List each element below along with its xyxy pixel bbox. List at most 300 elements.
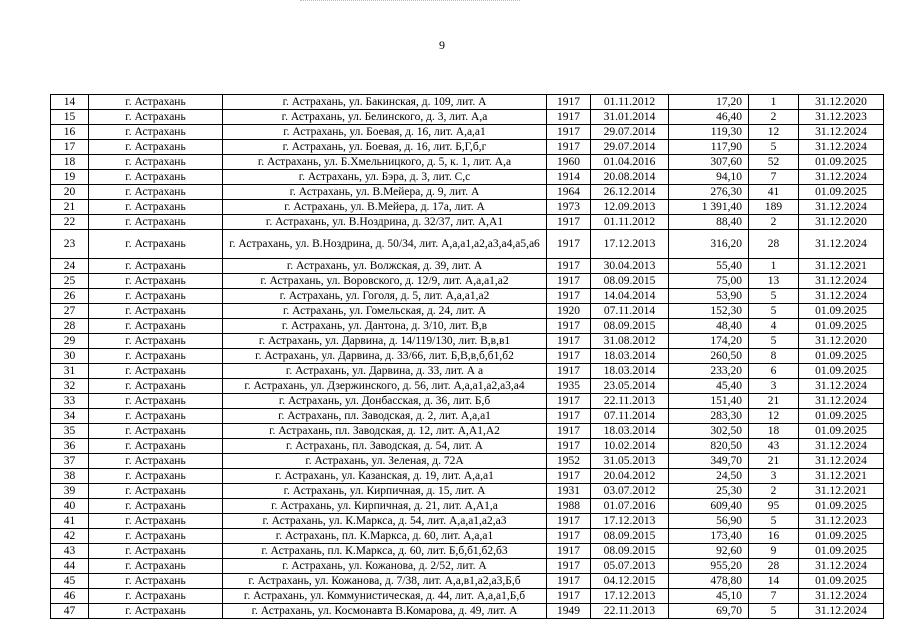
count-cell: 95 [749, 499, 799, 514]
address-cell: г. Астрахань, ул. Бакинская, д. 109, лит. А [223, 95, 547, 110]
date-cell: 31.05.2013 [591, 454, 669, 469]
count-cell: 9 [749, 544, 799, 559]
address-cell: г. Астрахань, ул. В.Ноздрина, д. 50/34, лит. А,а,а1,а2,а3,а4,а5,а6 [223, 230, 547, 259]
city-cell: г. Астрахань [89, 439, 223, 454]
date-cell: 18.03.2014 [591, 424, 669, 439]
table-row [51, 589, 884, 604]
count-cell: 5 [749, 289, 799, 304]
area-cell: 45,10 [669, 589, 749, 604]
date-cell: 31.01.2014 [591, 110, 669, 125]
address-cell: г. Астрахань, ул. Б.Хмельницкого, д. 5, к. 1, лит. А,а [223, 155, 547, 170]
count-cell: 1 [749, 95, 799, 110]
deadline-cell: 01.09.2025 [799, 155, 884, 170]
table-row [51, 394, 884, 409]
row-number-cell: 33 [51, 394, 89, 409]
table-row [51, 125, 884, 140]
address-cell: г. Астрахань, ул. Гоголя, д. 5, лит. А,а,а1,а2 [223, 289, 547, 304]
date-cell: 26.12.2014 [591, 185, 669, 200]
build-year-cell: 1973 [547, 200, 591, 215]
table-row [51, 319, 884, 334]
date-cell: 03.07.2012 [591, 484, 669, 499]
table-row [51, 469, 884, 484]
date-cell: 05.07.2013 [591, 559, 669, 574]
table-row [51, 514, 884, 529]
address-cell: г. Астрахань, ул. В.Ноздрина, д. 32/37, лит. А,А1 [223, 215, 547, 230]
deadline-cell: 31.12.2024 [799, 394, 884, 409]
row-number-cell: 21 [51, 200, 89, 215]
table-row [51, 349, 884, 364]
deadline-cell: 31.12.2020 [799, 215, 884, 230]
row-number-cell: 32 [51, 379, 89, 394]
count-cell: 28 [749, 559, 799, 574]
city-cell: г. Астрахань [89, 125, 223, 140]
area-cell: 88,40 [669, 215, 749, 230]
city-cell: г. Астрахань [89, 259, 223, 274]
build-year-cell: 1917 [547, 334, 591, 349]
area-cell: 349,70 [669, 454, 749, 469]
deadline-cell: 01.09.2025 [799, 424, 884, 439]
table-row [51, 559, 884, 574]
row-number-cell: 41 [51, 514, 89, 529]
count-cell: 28 [749, 230, 799, 259]
area-cell: 233,20 [669, 364, 749, 379]
row-number-cell: 40 [51, 499, 89, 514]
build-year-cell: 1917 [547, 230, 591, 259]
address-cell: г. Астрахань, ул. Дарвина, д. 33, лит. А а [223, 364, 547, 379]
address-cell: г. Астрахань, ул. Кожанова, д. 2/52, лит. А [223, 559, 547, 574]
count-cell: 6 [749, 364, 799, 379]
city-cell: г. Астрахань [89, 529, 223, 544]
count-cell: 41 [749, 185, 799, 200]
date-cell: 29.07.2014 [591, 140, 669, 155]
table-row [51, 574, 884, 589]
row-number-cell: 24 [51, 259, 89, 274]
build-year-cell: 1988 [547, 499, 591, 514]
count-cell: 2 [749, 215, 799, 230]
row-number-cell: 25 [51, 274, 89, 289]
date-cell: 08.09.2015 [591, 529, 669, 544]
deadline-cell: 31.12.2024 [799, 379, 884, 394]
date-cell: 22.11.2013 [591, 394, 669, 409]
table-row [51, 140, 884, 155]
build-year-cell: 1917 [547, 140, 591, 155]
date-cell: 20.04.2012 [591, 469, 669, 484]
city-cell: г. Астрахань [89, 304, 223, 319]
date-cell: 08.09.2015 [591, 319, 669, 334]
city-cell: г. Астрахань [89, 454, 223, 469]
address-cell: г. Астрахань, ул. Белинского, д. 3, лит. А,а [223, 110, 547, 125]
table-row [51, 170, 884, 185]
city-cell: г. Астрахань [89, 484, 223, 499]
city-cell: г. Астрахань [89, 170, 223, 185]
city-cell: г. Астрахань [89, 514, 223, 529]
row-number-cell: 31 [51, 364, 89, 379]
deadline-cell: 31.12.2024 [799, 604, 884, 619]
count-cell: 21 [749, 394, 799, 409]
row-number-cell: 14 [51, 95, 89, 110]
count-cell: 3 [749, 469, 799, 484]
deadline-cell: 31.12.2024 [799, 439, 884, 454]
area-cell: 55,40 [669, 259, 749, 274]
row-number-cell: 47 [51, 604, 89, 619]
table-row [51, 200, 884, 215]
area-cell: 92,60 [669, 544, 749, 559]
deadline-cell: 31.12.2020 [799, 95, 884, 110]
deadline-cell: 31.12.2024 [799, 454, 884, 469]
area-cell: 56,90 [669, 514, 749, 529]
area-cell: 307,60 [669, 155, 749, 170]
deadline-cell: 31.12.2023 [799, 514, 884, 529]
address-cell: г. Астрахань, ул. Донбасская, д. 36, лит. Б,б [223, 394, 547, 409]
table-row [51, 289, 884, 304]
table-row [51, 334, 884, 349]
deadline-cell: 31.12.2021 [799, 469, 884, 484]
area-cell: 94,10 [669, 170, 749, 185]
address-cell: г. Астрахань, ул. Боевая, д. 16, лит. Б,Г,б,г [223, 140, 547, 155]
count-cell: 5 [749, 514, 799, 529]
deadline-cell: 01.09.2025 [799, 304, 884, 319]
address-cell: г. Астрахань, ул. Коммунистическая, д. 44, лит. А,а,а1,Б,б [223, 589, 547, 604]
address-cell: г. Астрахань, ул. Кожанова, д. 7/38, лит. А,а,в1,а2,а3,Б,б [223, 574, 547, 589]
count-cell: 21 [749, 454, 799, 469]
address-cell: г. Астрахань, ул. Кирпичная, д. 15, лит. А [223, 484, 547, 499]
count-cell: 12 [749, 409, 799, 424]
city-cell: г. Астрахань [89, 559, 223, 574]
deadline-cell: 31.12.2020 [799, 334, 884, 349]
area-cell: 69,70 [669, 604, 749, 619]
date-cell: 10.02.2014 [591, 439, 669, 454]
build-year-cell: 1917 [547, 559, 591, 574]
deadline-cell: 01.09.2025 [799, 364, 884, 379]
date-cell: 31.08.2012 [591, 334, 669, 349]
count-cell: 2 [749, 110, 799, 125]
build-year-cell: 1917 [547, 469, 591, 484]
date-cell: 08.09.2015 [591, 274, 669, 289]
area-cell: 53,90 [669, 289, 749, 304]
date-cell: 18.03.2014 [591, 349, 669, 364]
date-cell: 04.12.2015 [591, 574, 669, 589]
build-year-cell: 1935 [547, 379, 591, 394]
build-year-cell: 1917 [547, 589, 591, 604]
build-year-cell: 1917 [547, 529, 591, 544]
build-year-cell: 1960 [547, 155, 591, 170]
row-number-cell: 20 [51, 185, 89, 200]
address-cell: г. Астрахань, ул. Дзержинского, д. 56, лит. А,а,а1,а2,а3,а4 [223, 379, 547, 394]
count-cell: 2 [749, 484, 799, 499]
address-cell: г. Астрахань, ул. Кирпичная, д. 21, лит. А,А1,а [223, 499, 547, 514]
build-year-cell: 1917 [547, 574, 591, 589]
city-cell: г. Астрахань [89, 319, 223, 334]
build-year-cell: 1920 [547, 304, 591, 319]
deadline-cell: 01.09.2025 [799, 499, 884, 514]
city-cell: г. Астрахань [89, 215, 223, 230]
date-cell: 23.05.2014 [591, 379, 669, 394]
count-cell: 8 [749, 349, 799, 364]
city-cell: г. Астрахань [89, 574, 223, 589]
build-year-cell: 1917 [547, 514, 591, 529]
row-number-cell: 18 [51, 155, 89, 170]
row-number-cell: 26 [51, 289, 89, 304]
deadline-cell: 31.12.2024 [799, 200, 884, 215]
city-cell: г. Астрахань [89, 95, 223, 110]
deadline-cell: 01.09.2025 [799, 185, 884, 200]
row-number-cell: 44 [51, 559, 89, 574]
city-cell: г. Астрахань [89, 349, 223, 364]
table-row [51, 379, 884, 394]
deadline-cell: 01.09.2025 [799, 319, 884, 334]
table-row [51, 185, 884, 200]
address-cell: г. Астрахань, пл. Заводская, д. 54, лит. А [223, 439, 547, 454]
date-cell: 14.04.2014 [591, 289, 669, 304]
address-cell: г. Астрахань, пл. Заводская, д. 12, лит. А,А1,А2 [223, 424, 547, 439]
address-cell: г. Астрахань, пл. Заводская, д. 2, лит. А,а,а1 [223, 409, 547, 424]
address-cell: г. Астрахань, ул. Космонавта В.Комарова, д. 49, лит. А [223, 604, 547, 619]
area-cell: 820,50 [669, 439, 749, 454]
table-row [51, 409, 884, 424]
row-number-cell: 43 [51, 544, 89, 559]
table-row [51, 110, 884, 125]
table-row [51, 230, 884, 259]
row-number-cell: 19 [51, 170, 89, 185]
date-cell: 30.04.2013 [591, 259, 669, 274]
row-number-cell: 45 [51, 574, 89, 589]
city-cell: г. Астрахань [89, 140, 223, 155]
table-row [51, 155, 884, 170]
row-number-cell: 27 [51, 304, 89, 319]
area-cell: 151,40 [669, 394, 749, 409]
city-cell: г. Астрахань [89, 200, 223, 215]
row-number-cell: 30 [51, 349, 89, 364]
date-cell: 18.03.2014 [591, 364, 669, 379]
date-cell: 22.11.2013 [591, 604, 669, 619]
city-cell: г. Астрахань [89, 544, 223, 559]
row-number-cell: 46 [51, 589, 89, 604]
build-year-cell: 1917 [547, 544, 591, 559]
row-number-cell: 37 [51, 454, 89, 469]
table-row [51, 544, 884, 559]
table-row [51, 424, 884, 439]
build-year-cell: 1917 [547, 319, 591, 334]
city-cell: г. Астрахань [89, 274, 223, 289]
row-number-cell: 38 [51, 469, 89, 484]
table-row [51, 259, 884, 274]
city-cell: г. Астрахань [89, 364, 223, 379]
area-cell: 316,20 [669, 230, 749, 259]
build-year-cell: 1917 [547, 215, 591, 230]
count-cell: 189 [749, 200, 799, 215]
count-cell: 43 [749, 439, 799, 454]
area-cell: 75,00 [669, 274, 749, 289]
date-cell: 01.07.2016 [591, 499, 669, 514]
count-cell: 5 [749, 140, 799, 155]
deadline-cell: 31.12.2024 [799, 559, 884, 574]
area-cell: 173,40 [669, 529, 749, 544]
address-cell: г. Астрахань, ул. Гомельская, д. 24, лит. А [223, 304, 547, 319]
date-cell: 01.04.2016 [591, 155, 669, 170]
build-year-cell: 1917 [547, 349, 591, 364]
deadline-cell: 01.09.2025 [799, 544, 884, 559]
address-cell: г. Астрахань, ул. Воровского, д. 12/9, лит. А,а,а1,а2 [223, 274, 547, 289]
city-cell: г. Астрахань [89, 289, 223, 304]
date-cell: 07.11.2014 [591, 304, 669, 319]
count-cell: 7 [749, 170, 799, 185]
build-year-cell: 1931 [547, 484, 591, 499]
row-number-cell: 28 [51, 319, 89, 334]
date-cell: 17.12.2013 [591, 514, 669, 529]
date-cell: 20.08.2014 [591, 170, 669, 185]
city-cell: г. Астрахань [89, 424, 223, 439]
housing-registry-table [50, 94, 884, 619]
address-cell: г. Астрахань, ул. Волжская, д. 39, лит. А [223, 259, 547, 274]
deadline-cell: 01.09.2025 [799, 529, 884, 544]
table-row [51, 484, 884, 499]
area-cell: 46,40 [669, 110, 749, 125]
build-year-cell: 1917 [547, 125, 591, 140]
area-cell: 119,30 [669, 125, 749, 140]
count-cell: 5 [749, 604, 799, 619]
address-cell: г. Астрахань, ул. Боевая, д. 16, лит. А,а,а1 [223, 125, 547, 140]
address-cell: г. Астрахань, пл. К.Маркса, д. 60, лит. Б,б,б1,б2,б3 [223, 544, 547, 559]
address-cell: г. Астрахань, ул. Бэра, д. 3, лит. С,с [223, 170, 547, 185]
date-cell: 17.12.2013 [591, 230, 669, 259]
count-cell: 13 [749, 274, 799, 289]
count-cell: 7 [749, 589, 799, 604]
deadline-cell: 01.09.2025 [799, 349, 884, 364]
count-cell: 18 [749, 424, 799, 439]
count-cell: 16 [749, 529, 799, 544]
date-cell: 17.12.2013 [591, 589, 669, 604]
count-cell: 3 [749, 379, 799, 394]
count-cell: 1 [749, 259, 799, 274]
build-year-cell: 1917 [547, 409, 591, 424]
count-cell: 52 [749, 155, 799, 170]
table-row [51, 499, 884, 514]
area-cell: 152,30 [669, 304, 749, 319]
address-cell: г. Астрахань, ул. В.Мейера, д. 9, лит. А [223, 185, 547, 200]
city-cell: г. Астрахань [89, 185, 223, 200]
build-year-cell: 1917 [547, 424, 591, 439]
count-cell: 14 [749, 574, 799, 589]
table-row [51, 274, 884, 289]
page-number: 9 [439, 38, 445, 52]
table-row [51, 439, 884, 454]
build-year-cell: 1917 [547, 289, 591, 304]
date-cell: 08.09.2015 [591, 544, 669, 559]
build-year-cell: 1917 [547, 439, 591, 454]
deadline-cell: 31.12.2024 [799, 230, 884, 259]
area-cell: 260,50 [669, 349, 749, 364]
build-year-cell: 1914 [547, 170, 591, 185]
deadline-cell: 31.12.2024 [799, 140, 884, 155]
table-row [51, 364, 884, 379]
count-cell: 5 [749, 334, 799, 349]
address-cell: г. Астрахань, ул. Зеленая, д. 72А [223, 454, 547, 469]
city-cell: г. Астрахань [89, 409, 223, 424]
address-cell: г. Астрахань, пл. К.Маркса, д. 60, лит. А,а,а1 [223, 529, 547, 544]
deadline-cell: 31.12.2024 [799, 589, 884, 604]
city-cell: г. Астрахань [89, 469, 223, 484]
address-cell: г. Астрахань, ул. В.Мейера, д. 17а, лит. А [223, 200, 547, 215]
area-cell: 276,30 [669, 185, 749, 200]
date-cell: 01.11.2012 [591, 95, 669, 110]
build-year-cell: 1917 [547, 259, 591, 274]
build-year-cell: 1917 [547, 95, 591, 110]
deadline-cell: 31.12.2024 [799, 274, 884, 289]
deadline-cell: 31.12.2024 [799, 170, 884, 185]
table-row [51, 454, 884, 469]
city-cell: г. Астрахань [89, 589, 223, 604]
row-number-cell: 36 [51, 439, 89, 454]
deadline-cell: 31.12.2024 [799, 125, 884, 140]
build-year-cell: 1917 [547, 394, 591, 409]
area-cell: 17,20 [669, 95, 749, 110]
address-cell: г. Астрахань, ул. Дарвина, д. 14/119/130, лит. В,в,в1 [223, 334, 547, 349]
area-cell: 25,30 [669, 484, 749, 499]
city-cell: г. Астрахань [89, 110, 223, 125]
build-year-cell: 1952 [547, 454, 591, 469]
row-number-cell: 34 [51, 409, 89, 424]
table-row [51, 304, 884, 319]
count-cell: 12 [749, 125, 799, 140]
deadline-cell: 31.12.2023 [799, 110, 884, 125]
area-cell: 283,30 [669, 409, 749, 424]
deadline-cell: 31.12.2021 [799, 484, 884, 499]
row-number-cell: 39 [51, 484, 89, 499]
row-number-cell: 22 [51, 215, 89, 230]
row-number-cell: 16 [51, 125, 89, 140]
area-cell: 45,40 [669, 379, 749, 394]
address-cell: г. Астрахань, ул. Казанская, д. 19, лит. А,а,а1 [223, 469, 547, 484]
area-cell: 955,20 [669, 559, 749, 574]
row-number-cell: 15 [51, 110, 89, 125]
deadline-cell: 31.12.2024 [799, 289, 884, 304]
build-year-cell: 1917 [547, 110, 591, 125]
area-cell: 48,40 [669, 319, 749, 334]
city-cell: г. Астрахань [89, 394, 223, 409]
date-cell: 29.07.2014 [591, 125, 669, 140]
address-cell: г. Астрахань, ул. К.Маркса, д. 54, лит. А,а,а1,а2,а3 [223, 514, 547, 529]
city-cell: г. Астрахань [89, 499, 223, 514]
row-number-cell: 17 [51, 140, 89, 155]
count-cell: 4 [749, 319, 799, 334]
date-cell: 12.09.2013 [591, 200, 669, 215]
deadline-cell: 01.09.2025 [799, 409, 884, 424]
address-cell: г. Астрахань, ул. Дарвина, д. 33/66, лит. Б,В,в,б,б1,б2 [223, 349, 547, 364]
row-number-cell: 29 [51, 334, 89, 349]
city-cell: г. Астрахань [89, 334, 223, 349]
table-row [51, 604, 884, 619]
area-cell: 24,50 [669, 469, 749, 484]
build-year-cell: 1964 [547, 185, 591, 200]
row-number-cell: 35 [51, 424, 89, 439]
registry-body [51, 95, 884, 619]
build-year-cell: 1917 [547, 364, 591, 379]
date-cell: 07.11.2014 [591, 409, 669, 424]
city-cell: г. Астрахань [89, 379, 223, 394]
row-number-cell: 23 [51, 230, 89, 259]
row-number-cell: 42 [51, 529, 89, 544]
deadline-cell: 01.09.2025 [799, 574, 884, 589]
address-cell: г. Астрахань, ул. Дантона, д. 3/10, лит. В,в [223, 319, 547, 334]
table-row [51, 529, 884, 544]
area-cell: 117,90 [669, 140, 749, 155]
area-cell: 174,20 [669, 334, 749, 349]
table-row [51, 215, 884, 230]
date-cell: 01.11.2012 [591, 215, 669, 230]
city-cell: г. Астрахань [89, 230, 223, 259]
count-cell: 5 [749, 304, 799, 319]
area-cell: 478,80 [669, 574, 749, 589]
